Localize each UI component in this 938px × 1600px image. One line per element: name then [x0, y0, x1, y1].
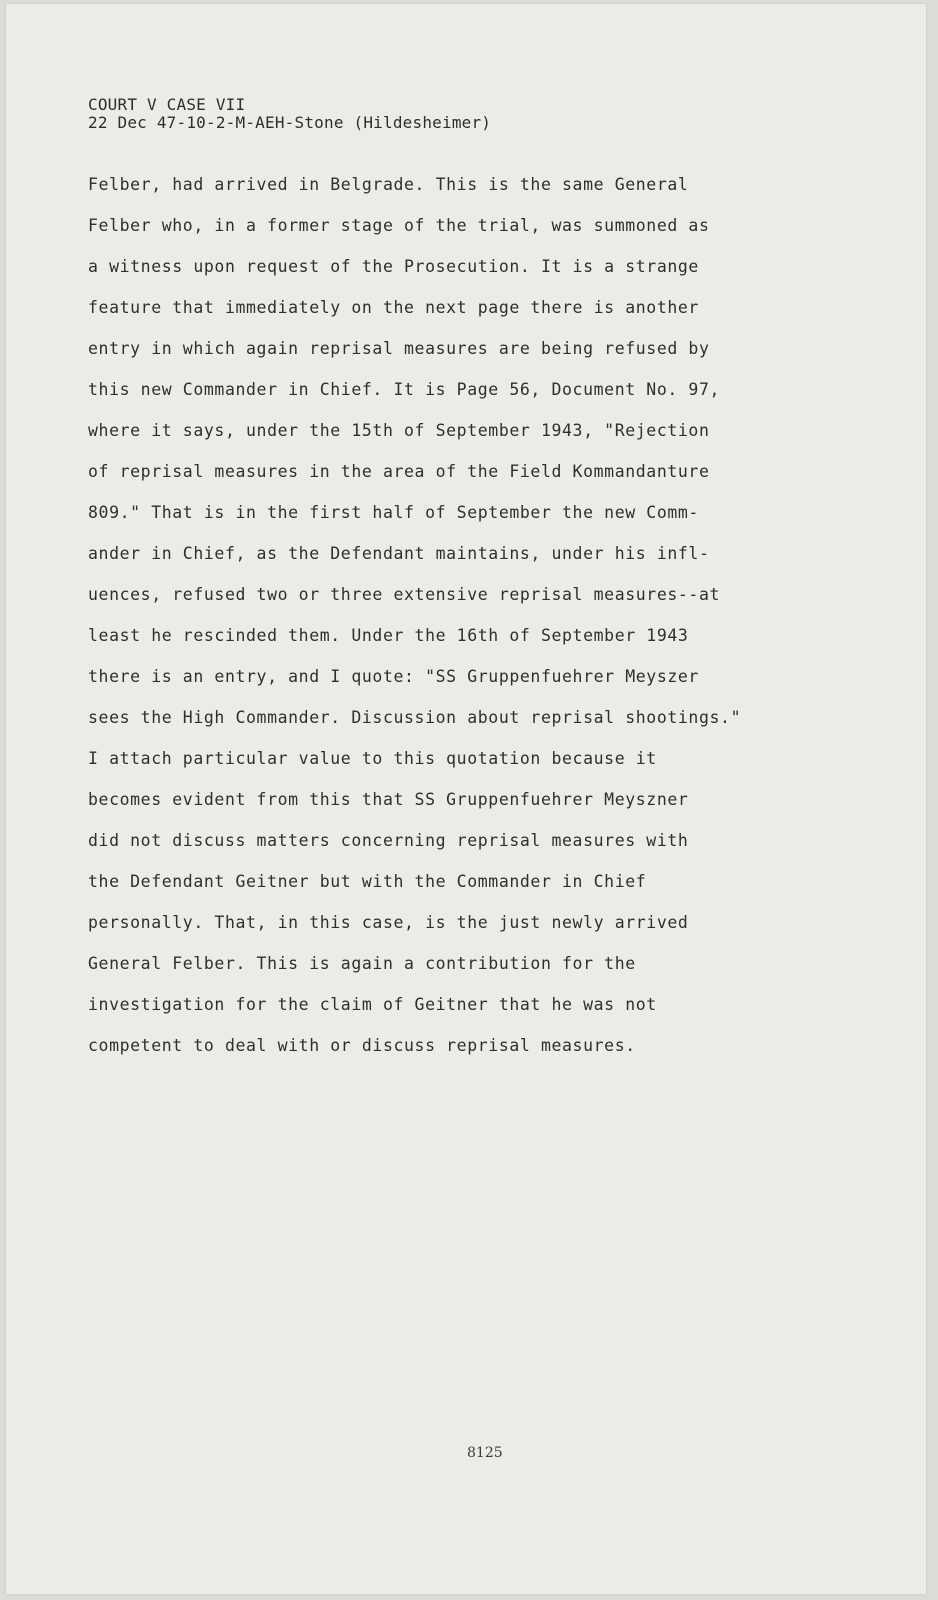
body-line: of reprisal measures in the area of the Field Kommandanture: [88, 462, 710, 481]
body-line: where it says, under the 15th of September 1943, "Rejection: [88, 421, 710, 440]
body-line: investigation for the claim of Geitner that he was not: [88, 995, 657, 1014]
body-line: there is an entry, and I quote: "SS Gruppenfuehrer Meyszer: [88, 667, 699, 686]
body-line: sees the High Commander. Discussion about reprisal shootings.": [88, 708, 742, 727]
header-court-case: COURT V CASE VII: [88, 95, 246, 114]
body-line: Felber, had arrived in Belgrade. This is the same General: [88, 175, 689, 194]
body-line: personally. That, in this case, is the just newly arrived: [88, 913, 689, 932]
body-line: uences, refused two or three extensive reprisal measures--at: [88, 585, 721, 604]
transcript-body: [88, 164, 868, 1066]
body-line: General Felber. This is again a contribution for the: [88, 954, 636, 973]
body-line: feature that immediately on the next page there is another: [88, 298, 699, 317]
body-line: did not discuss matters concerning reprisal measures with: [88, 831, 689, 850]
body-line: entry in which again reprisal measures are being refused by: [88, 339, 710, 358]
body-line: I attach particular value to this quotation because it: [88, 749, 657, 768]
document-header: [88, 96, 491, 132]
body-line: this new Commander in Chief. It is Page 56, Document No. 97,: [88, 380, 721, 399]
body-line: least he rescinded them. Under the 16th of September 1943: [88, 626, 689, 645]
page-number: 8125: [467, 1445, 503, 1461]
header-date-reference: 22 Dec 47-10-2-M-AEH-Stone (Hildesheimer): [88, 113, 492, 132]
body-line: becomes evident from this that SS Gruppenfuehrer Meyszner: [88, 790, 689, 809]
body-line: ander in Chief, as the Defendant maintains, under his infl-: [88, 544, 710, 563]
body-line: Felber who, in a former stage of the trial, was summoned as: [88, 216, 710, 235]
body-line: the Defendant Geitner but with the Commander in Chief: [88, 872, 647, 891]
body-line: 809." That is in the first half of September the new Comm-: [88, 503, 699, 522]
body-line: competent to deal with or discuss reprisal measures.: [88, 1036, 636, 1055]
body-line: a witness upon request of the Prosecution. It is a strange: [88, 257, 699, 276]
document-page: [6, 4, 926, 1594]
